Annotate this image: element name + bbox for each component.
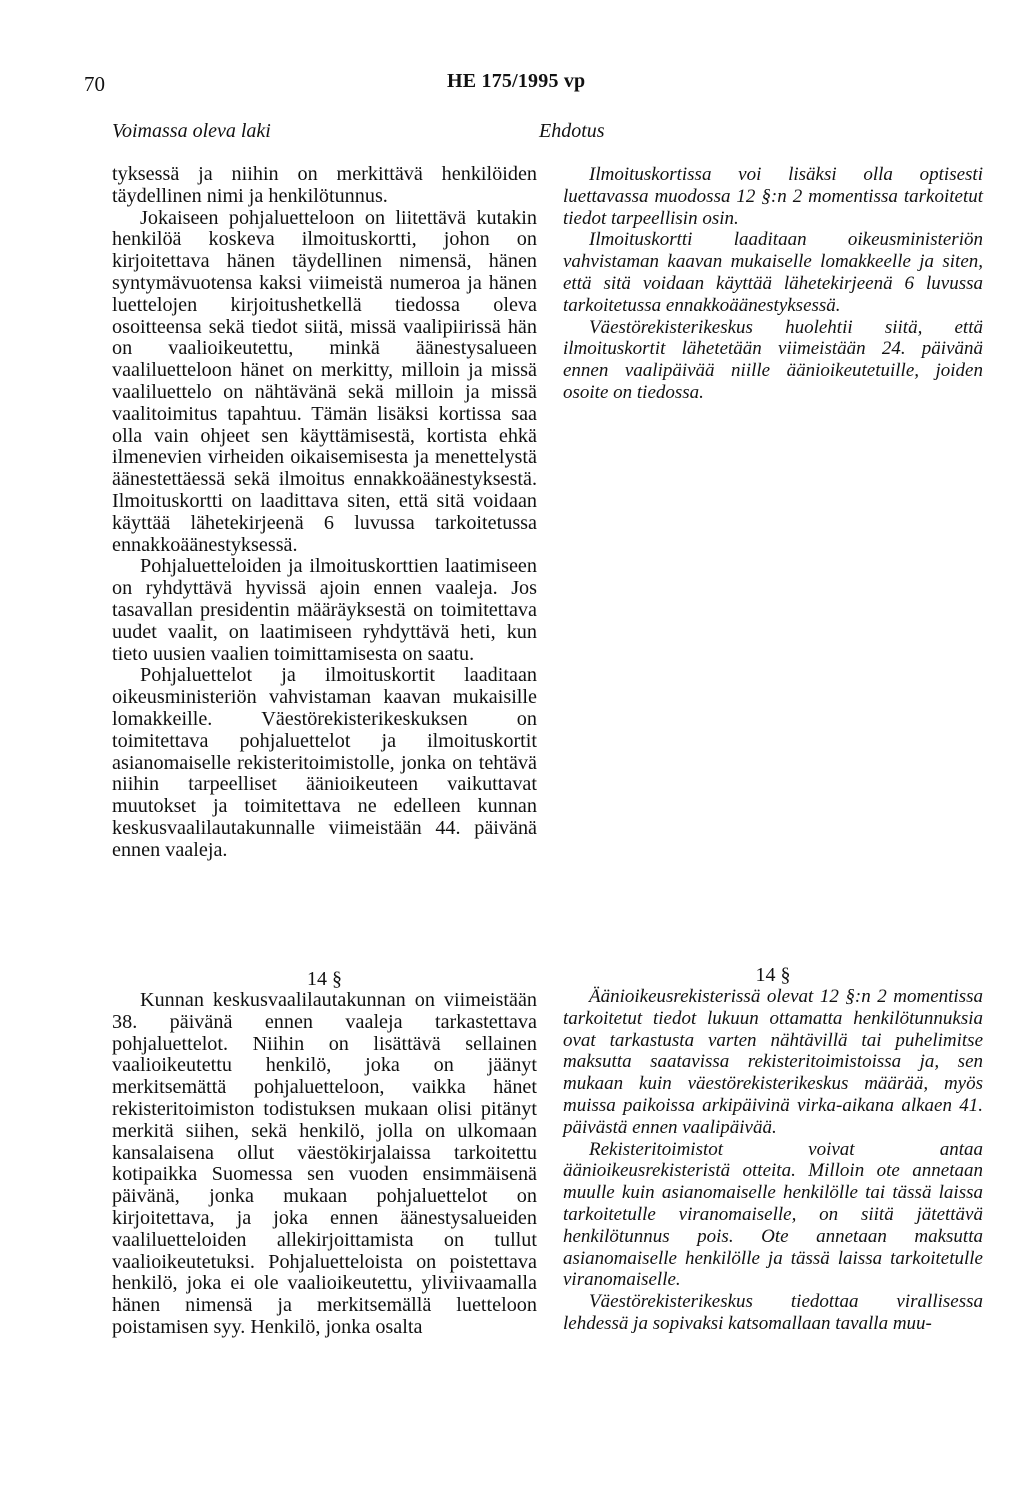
document-id: HE 175/1995 vp (447, 70, 586, 92)
section-title: 14 § (755, 964, 791, 986)
section-title: 14 § (307, 968, 342, 990)
right-column-heading: Ehdotus (539, 120, 605, 142)
left-column-heading: Voimassa oleva laki (112, 120, 271, 142)
right-paragraph: Äänioikeusrekisterissä olevat 12 §:n 2 momentissa tarkoitetut tiedot lukuun ottamatta henkilötunnuksia ovat tarkastusta varten nähtävillä tai puhelimitse maksutta saatavissa rekisteritoimistoissa ja, sen mukaan kuin väestörekisterikeskus määrää, myös muissa paikoissa arkipäivinä virka-aikana alkaen 41. päivästä ennen vaalipäivää. (563, 986, 983, 1138)
right-paragraph: Rekisteritoimistot voivat antaa äänioikeusrekisteristä otteita. Milloin ote annetaan muulle kuin asianomaiselle henkilölle tai tässä laissa tarkoitetulle viranomaiselle, on siitä jätettävä henkilötunnus pois. Ote annetaan maksutta asianomaiselle henkilölle ja tässä laissa tarkoitetulle viranomaiselle. (563, 1138, 983, 1291)
left-paragraph: Jokaiseen pohjaluetteloon on liitettävä kutakin henkilöä koskeva ilmoituskortti, johon on kirjoitettava hänen täydellinen nimensä, hänen syntymävuotensa kaksi viimeistä numeroa ja hänen luettelojen kirjoitushetkellä tiedossa oleva osoitteensa sekä tiedot siitä, missä vaalipiirissä hän on vaalioikeutettu, minkä äänestysalueen vaaliluetteloon hänet on merkitty, milloin ja missä vaaliluettelo on nähtävänä sekä milloin ja missä vaalitoimitus tapahtuu. Tämän lisäksi kortissa saa olla vain ohjeet sen käyttämisestä, kortista ehkä ilmenevien virheiden oikaisemisesta ja menettelystä äänestettäessä sekä ilmoitus ennakkoäänestyksestä. Ilmoituskortti on laadittava siten, että sitä voidaan käyttää lähetekirjeenä 6 luvussa tarkoitetussa ennakkoäänestyksessä. (112, 206, 537, 556)
left-paragraph: tyksessä ja niihin on merkittävä henkilöiden täydellinen nimi ja henkilötunnus. (112, 163, 537, 207)
right-paragraph: Ilmoituskortti laaditaan oikeusministeriön vahvistaman kaavan mukaiselle lomakkeelle ja siten, että sitä voidaan käyttää lähetekirjeenä 6 luvussa tarkoitetussa ennakkoäänestyksessä. (563, 229, 983, 316)
left-paragraph: Pohjaluettelot ja ilmoituskortit laaditaan oikeusministeriön vahvistaman kaavan mukaisille lomakkeille. Väestörekisterikeskuksen on toimitettava pohjaluettelot ja ilmoituskortit asianomaiselle rekisteritoimistolle, jonka on tehtävä niihin tarpeelliset äänioikeuteen vaikuttavat muutokset ja toimitettava ne edelleen kunnan keskusvaalilautakunnalle viimeistään 44. päivänä ennen vaaleja. (112, 664, 537, 861)
left-column-current-law (112, 164, 537, 862)
left-paragraph: Kunnan keskusvaalilautakunnan on viimeistään 38. päivänä ennen vaaleja tarkastettava pohjaluettelot. Niihin on lisättävä sellainen vaalioikeutettu henkilö, joka on jäänyt merkitsemättä pohjaluetteloon, vaikka hänet rekisteritoimiston todistuksen mukaan olisi pitänyt merkitä siihen, sekä henkilö, jolla on ulkomaan kansalaisena ollut väestökirjalaissa tarkoitettu kotipaikka Suomessa sen vuoden ensimmäisenä päivänä, jonka mukaan pohjaluettelot on kirjoitettava, ja joka ennen äänestysalueiden vaaliluetteloiden allekirjoittamista on tullut vaalioikeutetuksi. Pohjaluetteloista on poistettava henkilö, joka ei ole vaalioikeutettu, yliviivaamalla hänen nimensä ja merkitsemällä luetteloon poistamisen syy. Henkilö, jonka osalta (112, 989, 537, 1338)
right-paragraph: Ilmoituskortissa voi lisäksi olla optisesti luettavassa muodossa 12 §:n 2 momentissa tarkoitetut tiedot tarpeellisin osin. (563, 164, 983, 229)
right-section-14 (563, 964, 983, 1335)
page-number: 70 (84, 72, 105, 96)
left-section-14 (112, 968, 537, 1339)
left-paragraph: Pohjaluetteloiden ja ilmoituskorttien laatimiseen on ryhdyttävä hyvissä ajoin ennen vaaleja. Jos tasavallan presidentin määräyksestä on toimitettava uudet vaalit, on laatimiseen ryhdyttävä heti, kun tieto uusien vaalien toimittamisesta on saatu. (112, 555, 537, 665)
right-paragraph: Väestörekisterikeskus tiedottaa virallisessa lehdessä ja sopivaksi katsomallaan tavalla muu- (563, 1291, 983, 1334)
right-paragraph: Väestörekisterikeskus huolehtii siitä, että ilmoituskortit lähetetään viimeistään 24. päivänä ennen vaalipäivää niille äänioikeutetuille, joiden osoite on tiedossa. (563, 316, 983, 403)
right-column-proposal (563, 164, 983, 404)
